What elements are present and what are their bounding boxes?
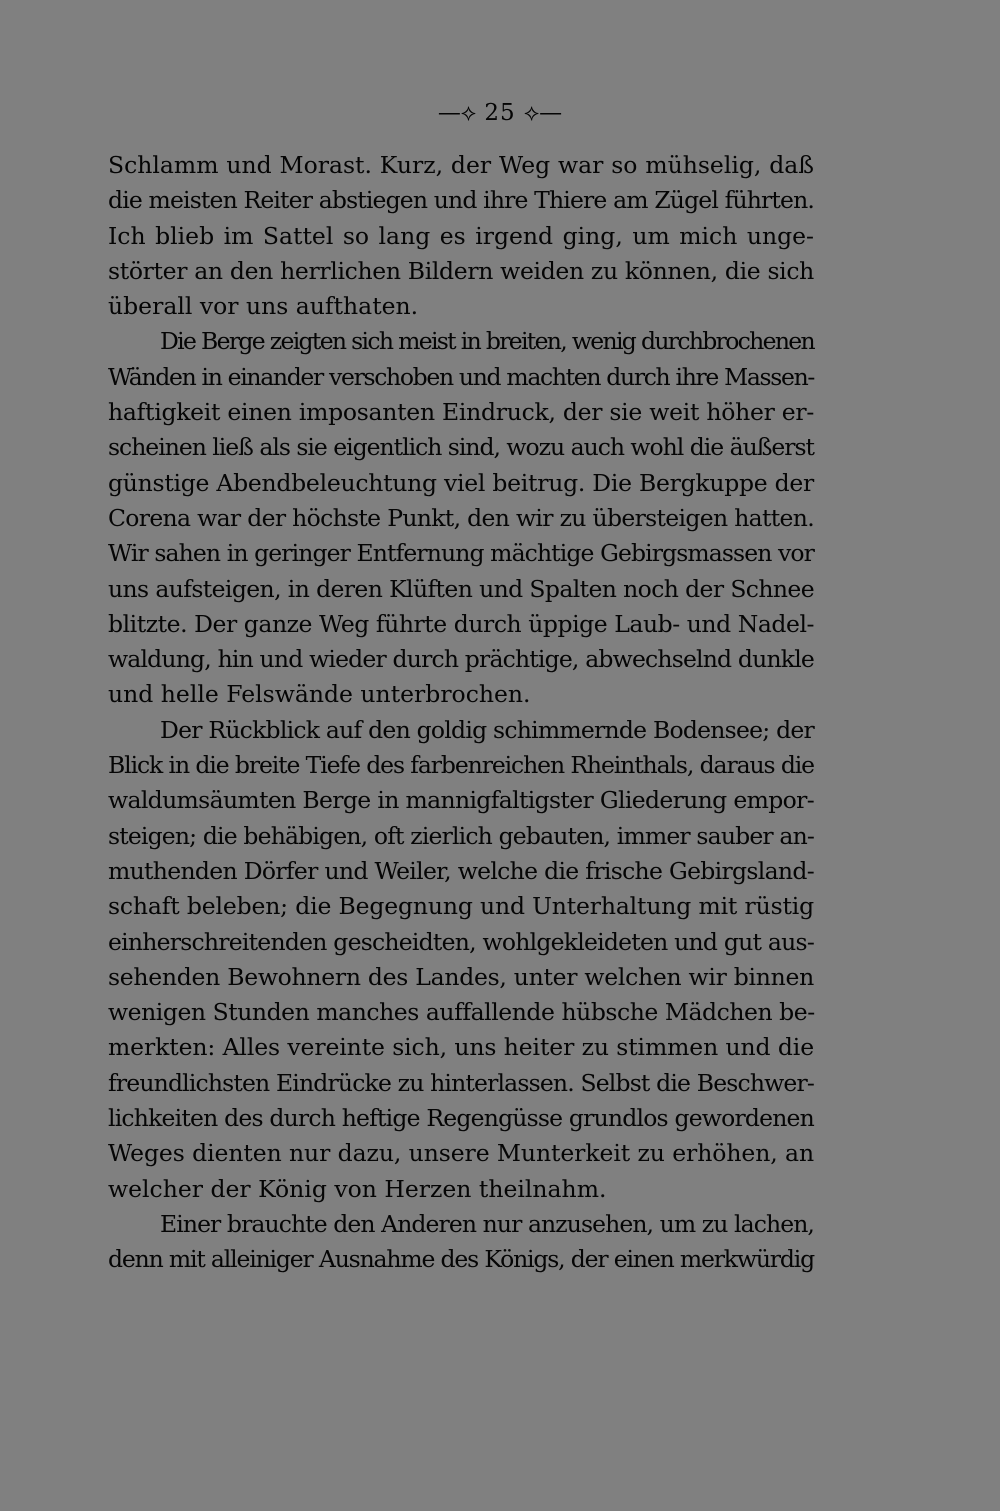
text-line: Die Berge zeigten sich meist in breiten, wenig durchbrochenen [160,327,814,356]
text-line: die meisten Reiter abstiegen und ihre Thiere am Zügel führten. [108,186,814,215]
text-line: blitzte. Der ganze Weg führte durch üppige Laub- und Nadel- [108,609,814,638]
text-line: Einer brauchte den Anderen nur anzusehen, um zu lachen, [160,1209,814,1238]
page-number: 25 [484,100,516,126]
text-line: Blick in die breite Tiefe des farbenreichen Rheinthals, daraus die [108,751,814,780]
text-line: haftigkeit einen imposanten Eindruck, der sie weit höher er- [108,398,814,427]
text-line: steigen; die behäbigen, oft zierlich gebauten, immer sauber an- [108,821,814,850]
ornament-left: —⟡ [437,100,477,126]
text-line: waldumsäumten Berge in mannigfaltigster Gliederung empor- [108,786,814,815]
text-line: uns aufsteigen, in deren Klüften und Spalten noch der Schnee [108,574,814,603]
text-line: waldung, hin und wieder durch prächtige, abwechselnd dunkle [108,645,814,674]
text-line: schaft beleben; die Begegnung und Unterhaltung mit rüstig [108,892,814,921]
text-line: überall vor uns aufthaten. [108,292,419,321]
text-line: Ich blieb im Sattel so lang es irgend ging, um mich unge- [108,221,814,250]
text-line: einherschreitenden gescheidten, wohlgekleideten und gut aus- [108,927,814,956]
page-header [0,100,1000,126]
text-line: denn mit alleiniger Ausnahme des Königs, der einen merkwürdig [108,1245,814,1274]
text-line: wenigen Stunden manches auffallende hübsche Mädchen be- [108,998,815,1027]
text-line: freundlichsten Eindrücke zu hinterlassen. Selbst die Beschwer- [108,1068,814,1097]
text-line: merkten: Alles vereinte sich, uns heiter zu stimmen und die [108,1033,814,1062]
text-line: günstige Abendbeleuchtung viel beitrug. Die Bergkuppe der [108,468,814,497]
text-line: Weges dienten nur dazu, unsere Munterkeit zu erhöhen, an [108,1139,814,1168]
text-line: sehenden Bewohnern des Landes, unter welchen wir binnen [108,962,814,991]
text-line: scheinen ließ als sie eigentlich sind, wozu auch wohl die äußerst [108,433,814,462]
text-line: lichkeiten des durch heftige Regengüsse grundlos gewordenen [108,1104,814,1133]
ornament-right: ⟡— [523,100,563,126]
body-text [108,148,814,1278]
text-line: welcher der König von Herzen theilnahm. [108,1174,607,1203]
text-line: Wir sahen in geringer Entfernung mächtige Gebirgsmassen vor [108,539,814,568]
text-line: und helle Felswände unterbrochen. [108,680,531,709]
text-line: Der Rückblick auf den goldig schimmernde Bodensee; der [160,715,814,744]
text-line: störter an den herrlichen Bildern weiden zu können, die sich [108,256,814,285]
text-line: Schlamm und Morast. Kurz, der Weg war so mühselig, daß [108,151,814,179]
text-line: Corena war der höchste Punkt, den wir zu übersteigen hatten. [108,503,814,532]
text-line: Wänden in einander verschoben und machten durch ihre Massen- [108,362,814,391]
text-line: muthenden Dörfer und Weiler, welche die frische Gebirgsland- [108,856,814,885]
